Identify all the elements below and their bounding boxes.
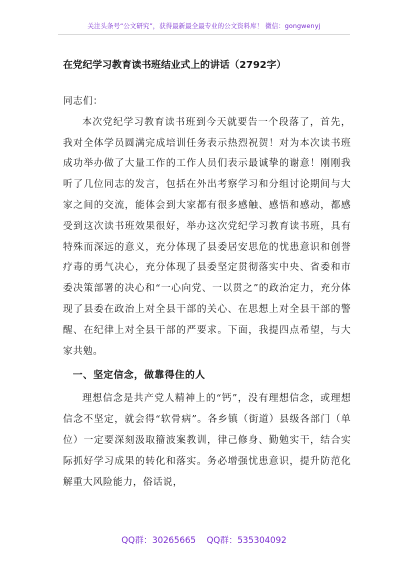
salutation: 同志们： bbox=[63, 96, 103, 107]
document-body bbox=[63, 92, 351, 493]
header-banner: 关注头条号“公文研究”，获得最新最全最专业的公文资料库！ 微信：gongwenyj bbox=[87, 22, 321, 30]
footer-qq-group-2: QQ群：535304092 bbox=[206, 536, 287, 546]
footer-qq-groups bbox=[0, 534, 408, 546]
body-paragraph: 理想信念是共产党人精神上的“钙”，没有理想信念，或理想信念不坚定，就会得“软骨病”。各乡镇（街道）县级各部门（单位）一定要深刻汲取籀波案教训，律己修身、勤勉实干，结合实际抓好学习成果的转化和落实。务必增强忧患意识，提升防范化解重大风险能力，俗话说， bbox=[63, 393, 351, 488]
section-heading: 一、坚定信念，做靠得住的人 bbox=[72, 370, 206, 382]
header-divider bbox=[58, 34, 350, 35]
footer-qq-group-1: QQ群：30265665 bbox=[121, 536, 196, 546]
document-title: 在党纪学习教育读书班结业式上的讲话（2792字） bbox=[63, 60, 287, 71]
body-paragraph: 本次党纪学习教育读书班到今天就要告一个段落了，首先，我对全体学员圆满完成培训任务表示热烈祝贺！对为本次读书班成功举办做了大量工作的工作人员们表示最诚挚的谢意！刚刚我听了几位同志的发言，包括在外出考察学习和分组讨论期间与大家之间的交流，能体会到大家都有很多感触、感悟和感动，都感受到这次读书班效果很好，举办这次党纪学习教育读书班，具有特殊而深远的意义，充分体现了县委居安思危的忧患意识和创誉疗毒的勇气决心，充分体现了县委坚定贯彻落实中央、省委和市委决策部署的决心和“一心向党、一以贯之”的政治定力，充分体现了县委在政治上对全县干部的关心、在思想上对全县干部的警醒、在纪律上对全县干部的严要求。下面，我提四点希望，与大家共勉。 bbox=[63, 116, 351, 357]
